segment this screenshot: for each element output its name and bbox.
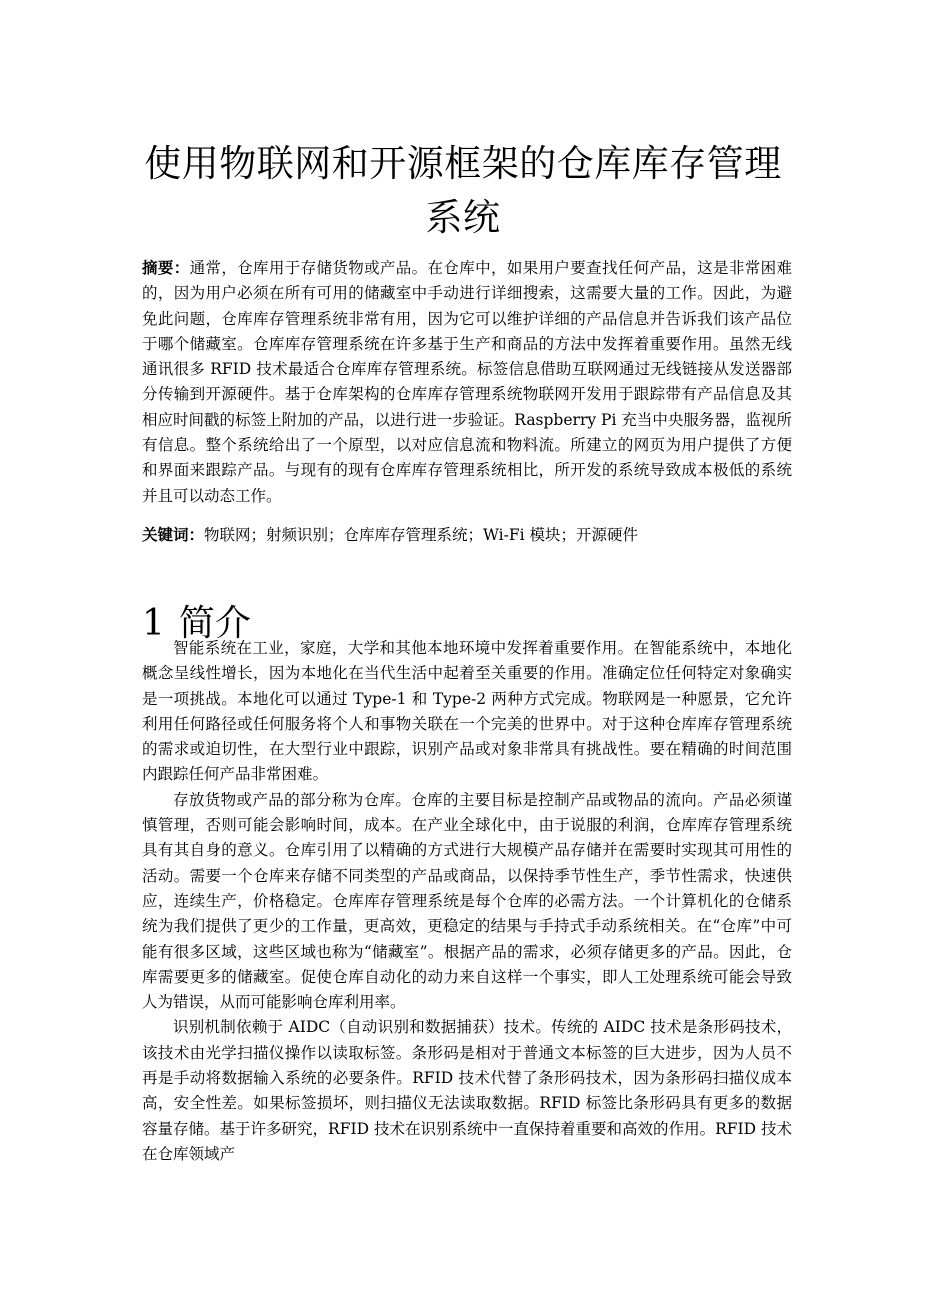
keywords (142, 523, 792, 548)
keywords-text: 物联网；射频识别；仓库库存管理系统；Wi-Fi 模块；开源硬件 (204, 526, 639, 544)
abstract (142, 256, 792, 509)
title-line-1: 使用物联网和开源框架的仓库库存管理 (144, 141, 782, 185)
section-number: 1 (142, 602, 165, 644)
section-title: 简介 (178, 602, 251, 644)
paragraph: 智能系统在工业，家庭，大学和其他本地环境中发挥着重要作用。在智能系统中，本地化概念呈线性增长，因为本地化在当代生活中起着至关重要的作用。准确定位任何特定对象确实是一项挑战。本地化可以通过 Type-1 和 Type-2 两种方式完成。物联网是一种愿景，它允许利用任何路径或任何服务将个人和事物关联在一个完美的世界中。对于这种仓库库存管理系统的需求或迫切性，在大型行业中跟踪，识别产品或对象非常具有挑战性。要在精确的时间范围内跟踪任何产品非常困难。 (142, 639, 792, 784)
paragraph: 存放货物或产品的部分称为仓库。仓库的主要目标是控制产品或物品的流向。产品必须谨慎管理，否则可能会影响时间，成本。在产业全球化中，由于说服的利润，仓库库存管理系统具有其自身的意义。仓库引用了以精确的方式进行大规模产品存储并在需要时实现其可用性的活动。需要一个仓库来存储不同类型的产品或商品，以保持季节性生产，季节性需求，快速供应，连续生产，价格稳定。仓库库存管理系统是每个仓库的必需方法。一个计算机化的仓储系统为我们提供了更少的工作量，更高效，更稳定的结果与手持式手动系统相关。在“仓库”中可能有很多区域，这些区域也称为“储藏室”。根据产品的需求，必须存储更多的产品。因此，仓库需要更多的储藏室。促使仓库自动化的动力来自这样一个事实，即人工处理系统可能会导致人为错误，从而可能影响仓库利用率。 (142, 790, 792, 1012)
abstract-text: 通常，仓库用于存储货物或产品。在仓库中，如果用户要查找任何产品，这是非常困难的，因为用户必须在所有可用的储藏室中手动进行详细搜索，这需要大量的工作。因此，为避免此问题，仓库库存管理系统非常有用，因为它可以维护详细的产品信息并告诉我们该产品位于哪个储藏室。仓库库存管理系统在许多基于生产和商品的方法中发挥着重要作用。虽然无线通讯很多 RFID 技术最适合仓库库存管理系统。标签信息借助互联网通过无线链接从发送器部分传输到开源硬件。基于仓库架构的仓库库存管理系统物联网开发用于跟踪带有产品信息及其相应时间戳的标签上附加的产品，以进行进一步验证。Raspberry Pi 充当中央服务器，监视所有信息。整个系统给出了一个原型，以对应信息流和物料流。所建立的网页为用户提供了方便和界面来跟踪产品。与现有的现有仓库库存管理系统相比，所开发的系统导致成本极低的系统并且可以动态工作。 (142, 259, 792, 505)
paragraph: 识别机制依赖于 AIDC（自动识别和数据捕获）技术。传统的 AIDC 技术是条形码技术，该技术由光学扫描仪操作以读取标签。条形码是相对于普通文本标签的巨大进步，因为人员不再是手动将数据输入系统的必要条件。RFID 技术代替了条形码技术，因为条形码扫描仪成本高，安全性差。如果标签损坏，则扫描仪无法读取数据。RFID 标签比条形码具有更多的数据容量存储。基于许多研究，RFID 技术在识别系统中一直保持着重要和高效的作用。RFID 技术在仓库领域产 (142, 1018, 792, 1163)
title-line-2: 系统 (425, 195, 501, 239)
keywords-label: 关键词： (142, 526, 205, 544)
introduction-body (142, 636, 792, 1167)
abstract-label: 摘要： (142, 259, 190, 277)
paper-title (120, 137, 806, 245)
